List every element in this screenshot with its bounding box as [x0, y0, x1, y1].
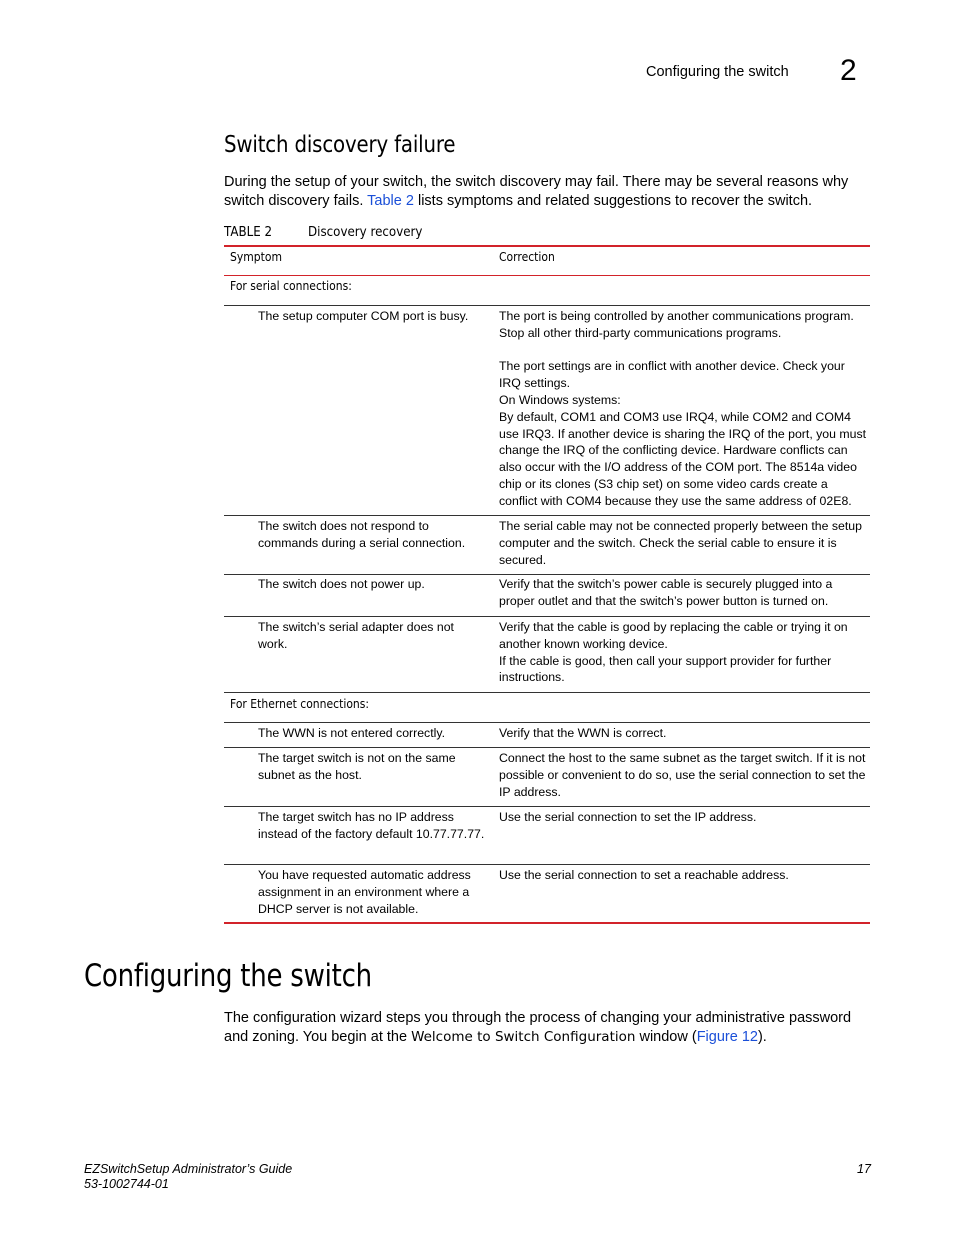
correction-paragraph: The port is being controlled by another communications program. Stop all other third-party communications programs.	[499, 309, 854, 340]
correction-paragraph: On Windows systems:	[499, 392, 621, 407]
row-divider	[224, 574, 870, 575]
header-bottom-rule	[224, 275, 870, 276]
table-row-symptom: The switch does not power up.	[258, 577, 425, 591]
correction-paragraph: If the cable is good, then call your support provider for further instructions.	[499, 653, 832, 685]
table-row-correction: Use the serial connection to set the IP address.	[499, 810, 757, 824]
table-row-correction: Verify that the switch’s power cable is securely plugged into a proper outlet and that the switch’s power button is turned on.	[499, 577, 833, 608]
table-row-symptom: The WWN is not entered correctly.	[258, 726, 446, 740]
table-row-symptom: The target switch is not on the same subnet as the host.	[258, 751, 456, 782]
running-header-title: Configuring the switch	[646, 64, 789, 80]
table-title: Discovery recovery	[308, 224, 423, 240]
row-divider	[224, 722, 870, 723]
table-row-correction	[499, 619, 867, 686]
table-row-correction: Connect the host to the same subnet as the target switch. If it is not possible or convenient to do so, use the serial connection to set the IP address.	[499, 751, 866, 799]
table-top-rule	[224, 245, 870, 247]
row-divider	[224, 692, 870, 693]
table-bottom-rule	[224, 922, 870, 924]
correction-paragraph: The port settings are in conflict with another device. Check your IRQ settings.	[499, 359, 845, 391]
footer-guide-title: EZSwitchSetup Administrator’s Guide	[84, 1162, 293, 1176]
row-divider	[224, 747, 870, 748]
intro-paragraph	[224, 173, 864, 211]
intro-text-2: lists symptoms and related suggestions to recover the switch.	[413, 193, 813, 209]
footer-doc-number: 53-1002744-01	[84, 1177, 169, 1191]
table-row-symptom: The setup computer COM port is busy.	[258, 309, 469, 323]
correction-paragraph: Verify that the cable is good by replacing the cable or trying it on another known working device.	[499, 620, 848, 651]
column-header-correction: Correction	[499, 250, 555, 264]
configuring-paragraph	[224, 1009, 864, 1047]
chapter-section-heading: Configuring the switch	[84, 958, 372, 994]
table-row-symptom: You have requested automatic address assignment in an environment where a DHCP server is not available.	[258, 868, 471, 916]
footer	[84, 1162, 292, 1192]
section-heading: Switch discovery failure	[224, 132, 456, 158]
intro-text-1: During the setup of your switch, the switch discovery may fail. There may be several reasons why switch discovery fails.	[224, 174, 849, 209]
table-row-symptom: The switch does not respond to commands during a serial connection.	[258, 519, 466, 550]
column-header-symptom: Symptom	[230, 250, 282, 264]
window-name: Welcome to Switch Configuration	[411, 1029, 636, 1045]
row-divider	[224, 616, 870, 617]
row-divider	[224, 864, 870, 865]
group-serial-connections: For serial connections:	[230, 279, 352, 293]
group-ethernet-connections: For Ethernet connections:	[230, 697, 370, 711]
chapter-number: 2	[840, 54, 857, 87]
row-divider	[224, 515, 870, 516]
configuring-text-2: window (	[635, 1029, 697, 1045]
table-row-correction: The serial cable may not be connected properly between the setup computer and the switch. Check the serial cable to ensure it is secured.	[499, 519, 862, 567]
table-row-correction: Use the serial connection to set a reachable address.	[499, 868, 789, 882]
table-2-link[interactable]: Table 2	[367, 193, 414, 209]
figure-12-link[interactable]: Figure 12	[696, 1029, 758, 1045]
table-row-correction	[499, 308, 867, 510]
table-row-symptom: The target switch has no IP address instead of the factory default 10.77.77.77.	[258, 810, 485, 841]
table-label: TABLE 2	[224, 224, 273, 240]
table-row-correction: Verify that the WWN is correct.	[499, 726, 667, 740]
correction-paragraph: By default, COM1 and COM3 use IRQ4, while COM2 and COM4 use IRQ3. If another device is sharing the IRQ of the port, you must change the IRQ of the conflicting device. Hardware conflicts can also occur with the I/O address of the COM port. The 8514a video chip or its clones (S3 chip set) on some video cards create a conflict with COM4 because they use the same address of 02E8.	[499, 409, 867, 508]
configuring-text-3: ).	[757, 1029, 767, 1045]
row-divider	[224, 305, 870, 306]
row-divider	[224, 806, 870, 807]
page-number: 17	[857, 1162, 871, 1176]
configuring-text-1: The configuration wizard steps you through the process of changing your administrative password and zoning. You begin at the	[224, 1010, 852, 1045]
table-row-symptom: The switch’s serial adapter does not work.	[258, 620, 454, 651]
